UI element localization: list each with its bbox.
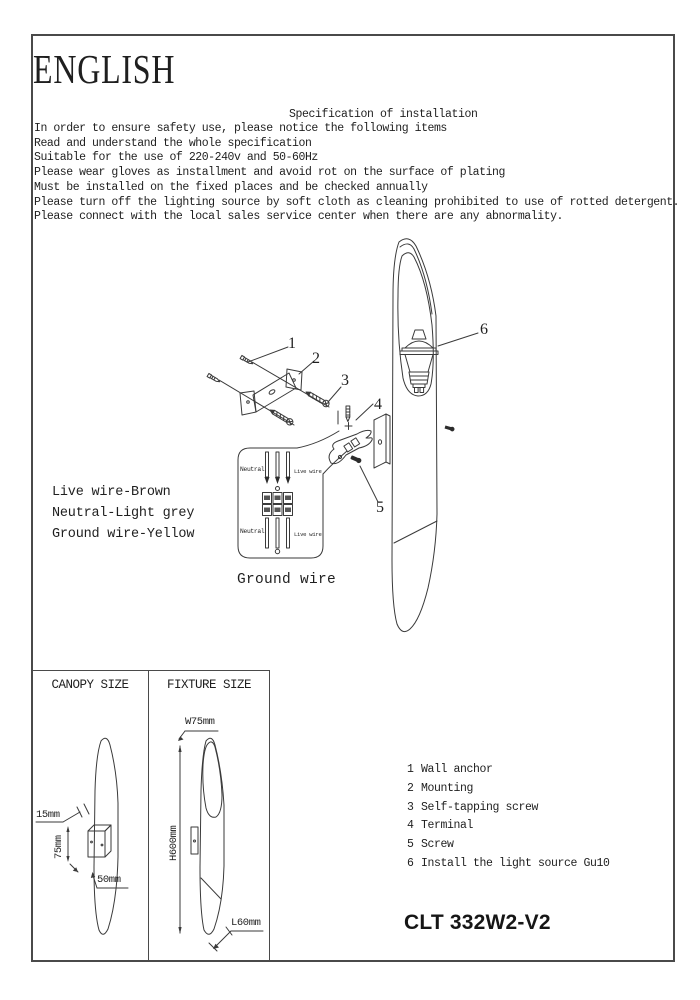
model-number: CLT 332W2-V2 [404, 911, 551, 934]
spec-heading: Specification of installation [289, 108, 478, 121]
part-label: Mounting [421, 781, 474, 795]
callout-6: 6 [480, 321, 488, 338]
part-number: 2 [407, 781, 414, 795]
part-label: Install the light source Gu10 [421, 856, 610, 870]
part-label: Screw [421, 838, 454, 852]
callout-4: 4 [374, 396, 382, 413]
spec-line: Read and understand the whole specification [34, 136, 312, 150]
part-number: 1 [407, 763, 414, 776]
fixture-size-title: FIXTURE SIZE [166, 678, 251, 692]
callout-2: 2 [312, 350, 320, 367]
callout-5: 5 [376, 499, 384, 516]
part-number: 5 [407, 838, 414, 852]
canopy-size-title: CANOPY SIZE [51, 678, 129, 692]
parts-list-item [407, 761, 610, 780]
part-label: Wall anchor [421, 763, 493, 776]
part-number: 3 [407, 800, 414, 814]
parts-list-item [407, 780, 610, 799]
spec-line: Suitable for the use of 220-240v and 50-60Hz [34, 151, 318, 165]
parts-list [407, 761, 610, 874]
fixture-length-dim: L60mm [231, 917, 261, 929]
parts-list-item [407, 836, 610, 855]
part-label: Terminal [421, 819, 474, 833]
spec-text-block [34, 122, 679, 225]
spec-line: Please turn off the lighting source by soft cloth as cleaning prohibited to use of rotted detergent. [34, 195, 680, 209]
legend-live: Live wire-Brown [52, 485, 171, 500]
wiring-label-neutral-top: Neutral [240, 466, 265, 473]
part-label: Self-tapping screw [421, 800, 539, 814]
spec-line: In order to ensure safety use, please notice the following items [34, 122, 447, 135]
page-title: ENGLISH [33, 46, 176, 92]
callout-3: 3 [341, 372, 349, 389]
callout-1: 1 [288, 335, 296, 352]
canopy-depth-dim: 15mm [36, 809, 60, 821]
legend-neutral: Neutral-Light grey [52, 506, 195, 521]
parts-list-item [407, 855, 610, 874]
part-number: 6 [407, 856, 414, 870]
spec-line: Please wear gloves as installment and avoid rot on the surface of plating [34, 166, 505, 180]
canopy-width-dim: 50mm [97, 874, 121, 886]
wiring-label-live-bottom: Live wire [294, 531, 322, 538]
wire-color-legend [52, 482, 194, 545]
wiring-label-live-top: Live wire [294, 467, 322, 475]
fixture-height-dim: H600mm [168, 825, 180, 861]
canopy-height-dim: 75mm [53, 835, 65, 859]
ground-wire-caption: Ground wire [237, 572, 337, 588]
legend-ground: Ground wire-Yellow [52, 527, 195, 542]
spec-line: Please connect with the local sales service center when there are any abnormality. [34, 210, 563, 224]
fixture-width-dim: W75mm [185, 716, 215, 728]
parts-list-item [407, 799, 610, 818]
spec-line: Must be installed on the fixed places and be checked annually [34, 180, 428, 194]
part-number: 4 [407, 819, 414, 833]
parts-list-item [407, 817, 610, 836]
wiring-label-neutral-bottom: Neutral [240, 528, 265, 535]
